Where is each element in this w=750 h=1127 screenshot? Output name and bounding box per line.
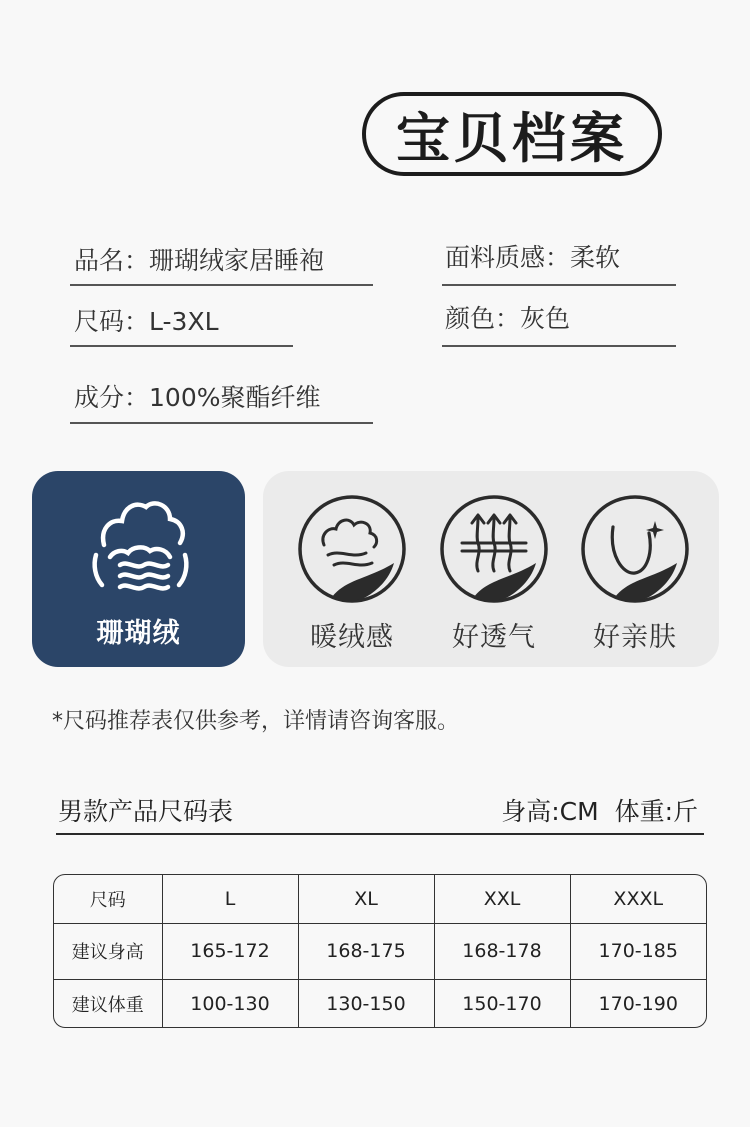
divider bbox=[70, 422, 373, 424]
spec-composition bbox=[74, 378, 321, 414]
warm-fleece-icon bbox=[296, 493, 408, 605]
table-header-cell: 尺码 bbox=[54, 875, 162, 923]
spec-fabric-feel-value: 柔软 bbox=[570, 243, 621, 272]
feature-item-skin-friendly bbox=[576, 493, 694, 654]
divider bbox=[442, 345, 676, 347]
feature-card-group bbox=[263, 471, 719, 667]
table-row-label: 建议体重 bbox=[54, 979, 162, 1028]
spec-composition-label: 成分 ： bbox=[74, 383, 149, 412]
table-cell: 150-170 bbox=[434, 979, 570, 1028]
table-row-label: 建议身高 bbox=[54, 923, 162, 979]
table-header-cell: L bbox=[162, 875, 298, 923]
spec-name-value: 珊瑚绒家居睡袍 bbox=[149, 246, 325, 275]
spec-size-value: L-3XL bbox=[149, 307, 219, 336]
cloud-fleece-icon bbox=[90, 497, 190, 602]
spec-fabric-feel bbox=[445, 238, 620, 274]
table-header-cell: XXL bbox=[434, 875, 570, 923]
table-header-cell: XL bbox=[298, 875, 434, 923]
size-chart-units: 身高:CM 体重:斤 bbox=[501, 797, 698, 826]
size-chart-title: 男款产品尺码表 bbox=[58, 797, 234, 826]
feature-item-breathable bbox=[435, 493, 553, 654]
table-header-cell: XXXL bbox=[570, 875, 706, 923]
spec-size-label: 尺码 ： bbox=[74, 307, 149, 336]
divider bbox=[70, 284, 373, 286]
spec-color-label: 颜色 ： bbox=[445, 304, 520, 333]
table-cell: 130-150 bbox=[298, 979, 434, 1028]
table-cell: 170-190 bbox=[598, 993, 678, 1016]
feature-card-main bbox=[32, 471, 245, 667]
breathable-icon bbox=[438, 493, 550, 605]
spec-color-value: 灰色 bbox=[520, 304, 571, 333]
table-row bbox=[54, 923, 706, 979]
spec-color bbox=[445, 299, 570, 335]
feature-item-warm bbox=[293, 493, 411, 654]
table-cell: 168-178 bbox=[434, 923, 570, 979]
size-note: *尺码推荐表仅供参考，详情请咨询客服。 bbox=[52, 709, 460, 734]
divider bbox=[70, 345, 293, 347]
size-chart-table bbox=[53, 874, 707, 1028]
spec-size bbox=[74, 302, 219, 338]
spec-composition-value: 100%聚酯纤维 bbox=[149, 383, 321, 412]
table-cell: 170-185 bbox=[570, 923, 706, 979]
spec-fabric-feel-label: 面料质感 ： bbox=[445, 243, 570, 272]
feature-breathable-label: 好透气 bbox=[452, 622, 536, 653]
table-row bbox=[54, 875, 706, 923]
size-chart-header bbox=[58, 792, 704, 828]
feature-skin-friendly-label: 好亲肤 bbox=[593, 622, 677, 653]
table-cell: 165-172 bbox=[162, 923, 298, 979]
feature-warm-label: 暖绒感 bbox=[310, 622, 394, 653]
table-cell: 168-175 bbox=[298, 923, 434, 979]
table-cell: 100-130 bbox=[162, 979, 298, 1028]
divider bbox=[56, 833, 704, 835]
spec-name bbox=[74, 241, 324, 277]
table-row bbox=[54, 979, 706, 1028]
page-title: 宝贝档案 bbox=[362, 92, 662, 176]
divider bbox=[442, 284, 676, 286]
spec-name-label: 品名 ： bbox=[74, 246, 149, 275]
skin-friendly-icon bbox=[579, 493, 691, 605]
feature-main-label: 珊瑚绒 bbox=[96, 618, 181, 649]
